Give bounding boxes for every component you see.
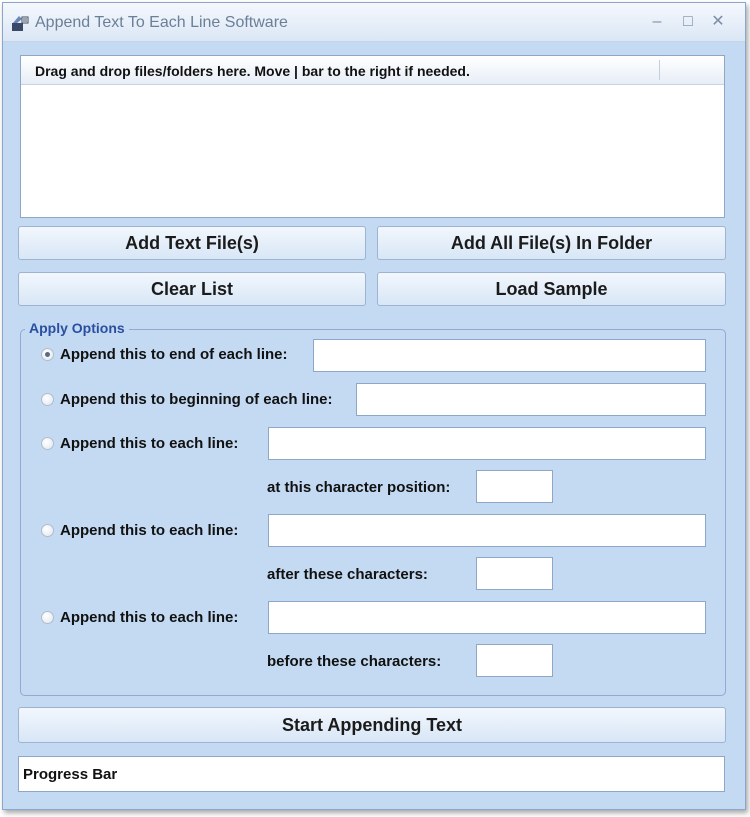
after-characters-input[interactable] bbox=[476, 557, 553, 590]
radio-append-before[interactable] bbox=[41, 611, 54, 624]
radio-append-beginning[interactable] bbox=[41, 393, 54, 406]
append-at-position-input[interactable] bbox=[268, 427, 706, 460]
title-bar[interactable] bbox=[3, 3, 745, 42]
list-header-label: Drag and drop files/folders here. Move | bar to the right if needed. bbox=[35, 63, 470, 79]
append-before-input[interactable] bbox=[268, 601, 706, 634]
add-all-files-in-folder-button[interactable]: Add All File(s) In Folder bbox=[377, 226, 726, 260]
add-text-files-button[interactable]: Add Text File(s) bbox=[18, 226, 366, 260]
character-position-input[interactable] bbox=[476, 470, 553, 503]
maximize-button[interactable]: □ bbox=[683, 13, 693, 30]
window-title: Append Text To Each Line Software bbox=[35, 14, 288, 31]
append-at-position-label: Append this to each line: bbox=[60, 435, 239, 452]
app-icon bbox=[11, 14, 29, 32]
list-column-header[interactable] bbox=[21, 56, 724, 85]
append-after-label: Append this to each line: bbox=[60, 522, 239, 539]
load-sample-button[interactable]: Load Sample bbox=[377, 272, 726, 306]
minimize-button[interactable]: – bbox=[652, 13, 662, 30]
apply-options-title: Apply Options bbox=[25, 320, 129, 336]
clear-list-button[interactable]: Clear List bbox=[18, 272, 366, 306]
after-characters-label: after these characters: bbox=[267, 566, 428, 583]
append-end-input[interactable] bbox=[313, 339, 706, 372]
append-beginning-label: Append this to beginning of each line: bbox=[60, 391, 333, 408]
append-after-input[interactable] bbox=[268, 514, 706, 547]
append-beginning-input[interactable] bbox=[356, 383, 706, 416]
start-appending-button[interactable]: Start Appending Text bbox=[18, 707, 726, 743]
radio-append-after[interactable] bbox=[41, 524, 54, 537]
radio-append-end[interactable] bbox=[41, 348, 54, 361]
append-end-label: Append this to end of each line: bbox=[60, 346, 288, 363]
progress-bar bbox=[18, 756, 725, 792]
close-button[interactable]: ✕ bbox=[711, 13, 725, 30]
before-characters-input[interactable] bbox=[476, 644, 553, 677]
progress-label: Progress Bar bbox=[23, 766, 118, 783]
character-position-label: at this character position: bbox=[267, 479, 451, 496]
before-characters-label: before these characters: bbox=[267, 653, 442, 670]
file-drop-list[interactable] bbox=[20, 55, 725, 218]
column-resize-handle[interactable] bbox=[659, 60, 660, 80]
append-before-label: Append this to each line: bbox=[60, 609, 239, 626]
radio-append-at-position[interactable] bbox=[41, 437, 54, 450]
app-window bbox=[2, 2, 746, 810]
